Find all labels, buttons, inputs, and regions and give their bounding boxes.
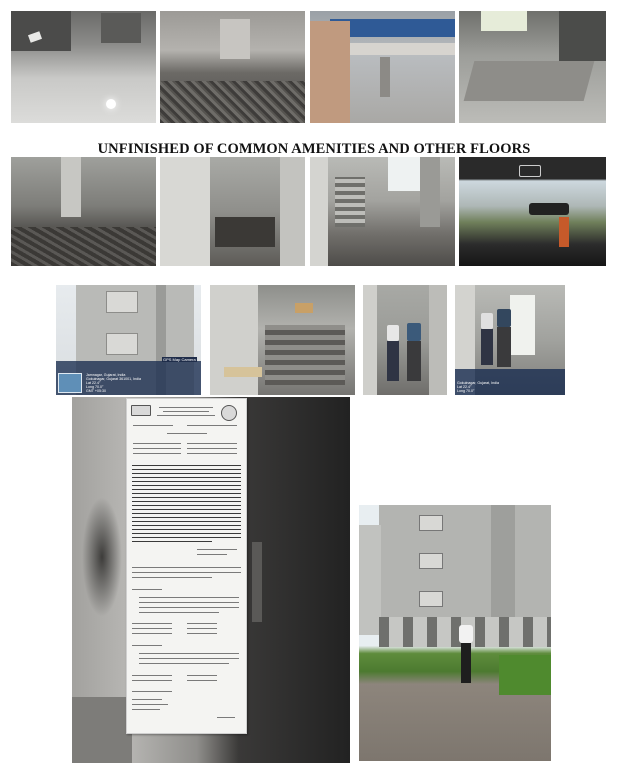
geo-stamp [86,373,199,393]
site-photo-empty-room-tiled [11,11,156,123]
geo-stamp [457,381,563,393]
page-heading: UNFINISHED OF COMMON AMENITIES AND OTHER FLOORS [97,141,531,157]
geo-stamp-line: Gokulnagar, Gujarat, India [457,381,499,385]
site-photo-woman-before-tower [359,505,551,761]
geo-stamp-line: Lat 22.4° [457,385,472,389]
site-photo-tower-exterior [56,285,201,395]
seal-emblem [221,405,237,421]
geo-stamp-line: GMT +05:30 [86,389,107,393]
site-photo-two-men-corridor [455,285,565,395]
site-photo-staircase [310,157,455,266]
geo-stamp-line: Lat 22.4° [86,381,101,385]
map-thumbnail [58,373,82,393]
geo-stamp-line: Long 70.0° [86,385,104,389]
site-photo-two-men-doorway [363,285,447,395]
legal-notice-paper [126,398,247,734]
site-photo-corridor-floor [11,157,156,266]
geo-stamp-line: Jamnagar, Gujarat, India [86,373,126,377]
site-photo-kitchen-platform [310,11,455,123]
geo-stamp-line: Gokulnagar, Gujarat 361001, India [86,377,141,381]
site-photo-room-debris [160,11,305,123]
site-photo-stair-landing [210,285,355,395]
gps-app-label: GPS Map Camera [163,357,196,362]
geo-stamp-line: Long 70.0° [457,389,475,393]
site-photo-car-dashboard-view [459,157,606,266]
site-photo-pillar-pit [160,157,305,266]
site-photo-room-window [459,11,606,123]
seal-emblem [131,405,151,416]
